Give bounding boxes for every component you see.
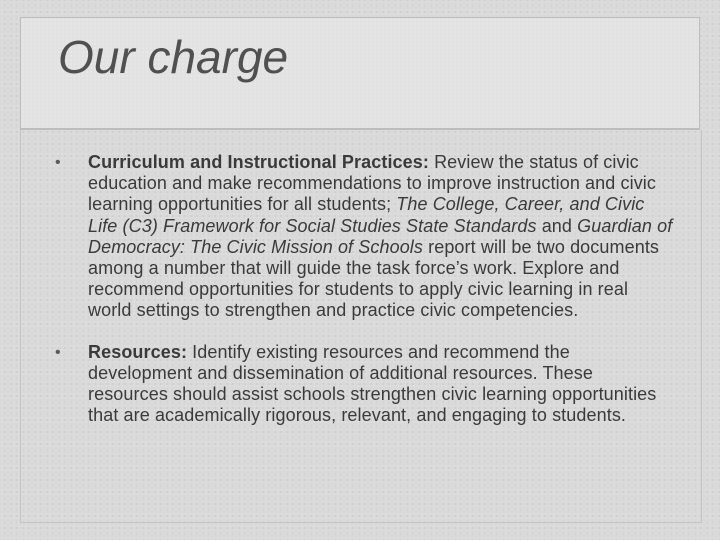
bullet-curriculum (55, 152, 675, 322)
bullet-text: and (536, 215, 578, 236)
bullet-heading-resources: Resources: (88, 341, 188, 362)
guardian-of-democracy-title: Guardian of Democracy: The Civic Mission of Schools (88, 215, 673, 257)
bullet-heading-curriculum: Curriculum and Instructional Practices: (88, 152, 429, 172)
bullet-marker: • (55, 154, 61, 171)
bullet-text: report will be two documents among a number that will guide the task force’s work. Explore and recommend opportunities for students to apply civic learning in real world settings to strengthen and practice civic competencies. (88, 236, 660, 321)
bullet-marker: • (55, 343, 61, 361)
bullet-text: Review the status of civic education and make recommendations to improve instruction and civic learning opportunities for all students; (88, 152, 656, 215)
slide-title: Our charge (58, 31, 289, 83)
bullet-list (55, 152, 675, 426)
c3-framework-title: The College, Career, and Civic Life (C3) Framework for Social Studies State Standards (88, 194, 645, 236)
bullet-resources (55, 342, 675, 427)
bullet-text: Identify existing resources and recommend the development and dissemination of additional resources. These resources should assist schools strengthen civic learning opportunities that are academically rigorous, relevant, and engaging to students. (88, 341, 657, 426)
